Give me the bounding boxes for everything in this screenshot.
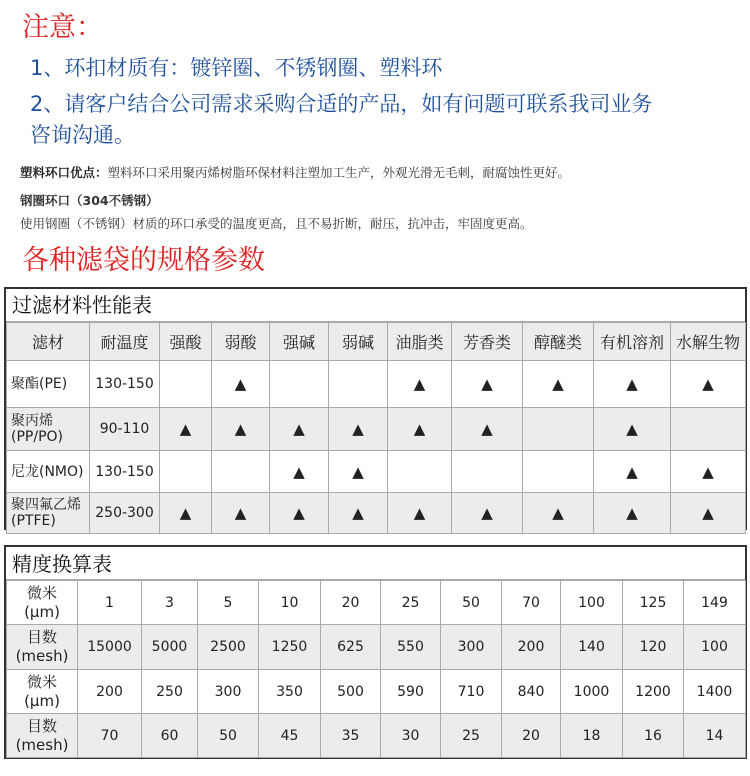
precision-value: 50	[441, 581, 502, 625]
resistance-mark: ▲	[270, 493, 329, 534]
precision-value: 70	[78, 714, 142, 758]
material-row	[7, 493, 746, 534]
precision-value: 300	[441, 625, 502, 670]
precision-label: 微米 (μm)	[7, 670, 78, 714]
material-temp: 130-150	[90, 361, 160, 408]
precision-value: 120	[623, 625, 684, 670]
precision-value: 100	[561, 581, 623, 625]
material-row	[7, 361, 746, 408]
material-name: 聚丙烯 (PP/PO)	[7, 408, 90, 451]
resistance-mark	[212, 451, 270, 493]
header-cell: 芳香类	[452, 323, 523, 361]
precision-value: 18	[561, 714, 623, 758]
resistance-mark: ▲	[452, 361, 523, 408]
material-row	[7, 408, 746, 451]
precision-value: 1	[78, 581, 142, 625]
precision-value: 710	[441, 670, 502, 714]
precision-value: 10	[259, 581, 321, 625]
precision-value: 35	[321, 714, 381, 758]
precision-value: 250	[142, 670, 198, 714]
header-cell: 弱碱	[329, 323, 388, 361]
steel-ring-label: 钢圈环口（304不锈钢）	[20, 193, 159, 208]
material-name: 聚酯(PE)	[7, 361, 90, 408]
header-cell: 滤材	[7, 323, 90, 361]
precision-value: 590	[381, 670, 441, 714]
resistance-mark: ▲	[523, 493, 594, 534]
notice-line-2-cont: 咨询沟通。	[30, 123, 135, 147]
precision-value: 1200	[623, 670, 684, 714]
precision-table-title: 精度换算表	[6, 547, 745, 580]
resistance-mark	[671, 408, 746, 451]
precision-value: 500	[321, 670, 381, 714]
precision-value: 1400	[684, 670, 746, 714]
resistance-mark: ▲	[452, 408, 523, 451]
resistance-mark: ▲	[671, 493, 746, 534]
precision-row	[7, 625, 746, 670]
resistance-mark: ▲	[270, 451, 329, 493]
precision-value: 1250	[259, 625, 321, 670]
header-cell: 油脂类	[388, 323, 452, 361]
precision-label: 微米 (μm)	[7, 581, 78, 625]
precision-value: 25	[381, 581, 441, 625]
precision-value: 45	[259, 714, 321, 758]
material-name: 尼龙(NMO)	[7, 451, 90, 493]
precision-value: 3	[142, 581, 198, 625]
precision-value: 50	[198, 714, 259, 758]
precision-value: 625	[321, 625, 381, 670]
resistance-mark: ▲	[523, 361, 594, 408]
precision-value: 140	[561, 625, 623, 670]
resistance-mark: ▲	[329, 493, 388, 534]
resistance-mark: ▲	[388, 408, 452, 451]
resistance-mark	[523, 408, 594, 451]
material-row	[7, 451, 746, 493]
precision-value: 840	[502, 670, 561, 714]
resistance-mark: ▲	[160, 493, 212, 534]
precision-value: 125	[623, 581, 684, 625]
material-header-row	[7, 323, 746, 361]
notice-line-1: 1、环扣材质有：镀锌圈、不锈钢圈、塑料环	[30, 56, 443, 80]
header-cell: 耐温度	[90, 323, 160, 361]
resistance-mark: ▲	[329, 408, 388, 451]
precision-value: 1000	[561, 670, 623, 714]
precision-value: 350	[259, 670, 321, 714]
resistance-mark	[329, 361, 388, 408]
material-table	[4, 287, 747, 530]
resistance-mark: ▲	[594, 451, 671, 493]
resistance-mark: ▲	[594, 361, 671, 408]
precision-value: 16	[623, 714, 684, 758]
resistance-mark	[388, 451, 452, 493]
plastic-ring-text: 塑料环口采用聚丙烯树脂环保材料注塑加工生产，外观光滑无毛刺，耐腐蚀性更好。	[107, 165, 571, 180]
precision-table	[4, 545, 747, 759]
resistance-mark: ▲	[212, 408, 270, 451]
resistance-mark	[523, 451, 594, 493]
precision-value: 15000	[78, 625, 142, 670]
precision-value: 300	[198, 670, 259, 714]
header-cell: 强酸	[160, 323, 212, 361]
precision-value: 14	[684, 714, 746, 758]
precision-value: 149	[684, 581, 746, 625]
resistance-mark: ▲	[160, 408, 212, 451]
precision-value: 25	[441, 714, 502, 758]
precision-row	[7, 714, 746, 758]
resistance-mark: ▲	[212, 361, 270, 408]
header-cell: 醇醚类	[523, 323, 594, 361]
resistance-mark: ▲	[671, 361, 746, 408]
resistance-mark: ▲	[388, 493, 452, 534]
material-temp: 250-300	[90, 493, 160, 534]
resistance-mark	[160, 361, 212, 408]
precision-value: 550	[381, 625, 441, 670]
plastic-ring-note	[20, 164, 570, 182]
resistance-mark: ▲	[452, 493, 523, 534]
material-temp: 130-150	[90, 451, 160, 493]
precision-value: 200	[502, 625, 561, 670]
material-table-title: 过滤材料性能表	[6, 289, 745, 322]
resistance-mark: ▲	[594, 493, 671, 534]
notice-line-2: 2、请客户结合公司需求采购合适的产品，如有问题可联系我司业务	[30, 92, 653, 116]
precision-value: 100	[684, 625, 746, 670]
resistance-mark	[452, 451, 523, 493]
precision-value: 5	[198, 581, 259, 625]
precision-label: 目数 (mesh)	[7, 625, 78, 670]
precision-value: 2500	[198, 625, 259, 670]
precision-row	[7, 581, 746, 625]
section-title: 各种滤袋的规格参数	[22, 245, 265, 276]
header-cell: 水解生物	[671, 323, 746, 361]
resistance-mark: ▲	[212, 493, 270, 534]
precision-row	[7, 670, 746, 714]
precision-value: 200	[78, 670, 142, 714]
header-cell: 强碱	[270, 323, 329, 361]
precision-value: 20	[502, 714, 561, 758]
precision-value: 20	[321, 581, 381, 625]
resistance-mark: ▲	[594, 408, 671, 451]
header-cell: 有机溶剂	[594, 323, 671, 361]
precision-label: 目数 (mesh)	[7, 714, 78, 758]
material-name: 聚四氟乙烯 (PTFE)	[7, 493, 90, 534]
precision-value: 30	[381, 714, 441, 758]
plastic-ring-label: 塑料环口优点：	[20, 165, 108, 180]
precision-value: 5000	[142, 625, 198, 670]
resistance-mark	[270, 361, 329, 408]
material-temp: 90-110	[90, 408, 160, 451]
precision-value: 60	[142, 714, 198, 758]
resistance-mark: ▲	[388, 361, 452, 408]
resistance-mark	[160, 451, 212, 493]
precision-value: 70	[502, 581, 561, 625]
resistance-mark: ▲	[329, 451, 388, 493]
steel-ring-text: 使用钢圈（不锈钢）材质的环口承受的温度更高，且不易折断，耐压，抗冲击，牢固度更高。	[20, 216, 533, 231]
notice-title: 注意：	[22, 12, 103, 43]
resistance-mark: ▲	[671, 451, 746, 493]
resistance-mark: ▲	[270, 408, 329, 451]
header-cell: 弱酸	[212, 323, 270, 361]
